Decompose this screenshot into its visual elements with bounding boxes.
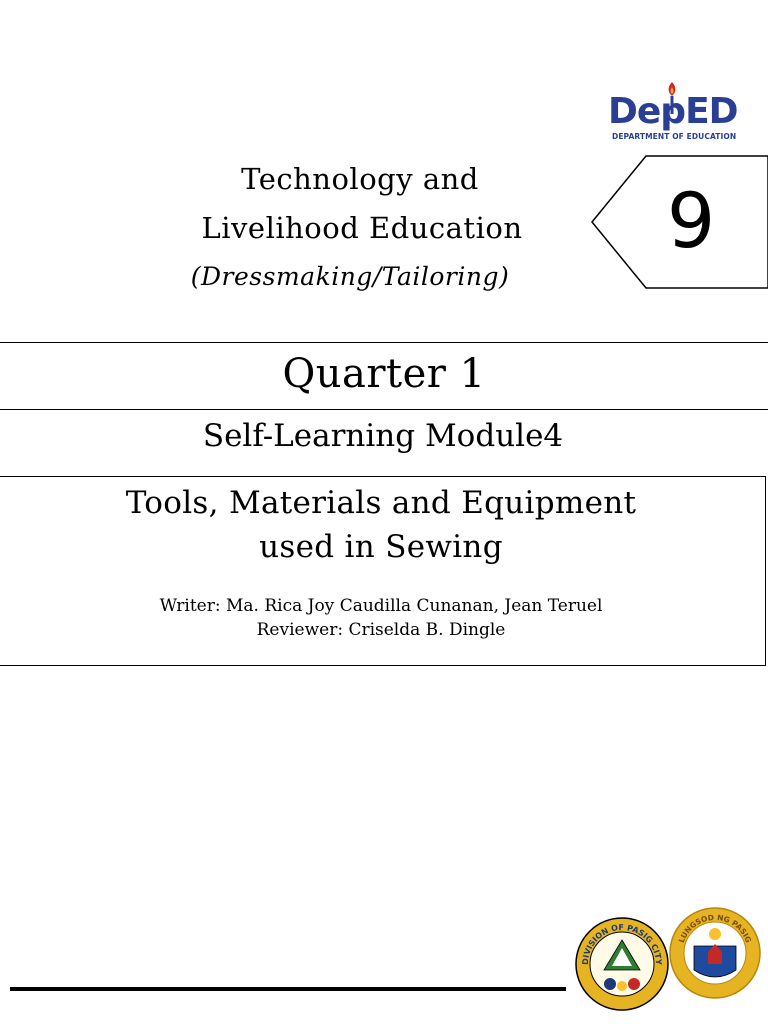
pasig-city-seal [668,906,762,1000]
division-of-pasig-seal [574,916,670,1012]
subject-title-line-1: Technology and [241,162,479,196]
module-title-line-1: Tools, Materials and Equipment [125,485,637,521]
reviewer-credit: Reviewer: Criselda B. Dingle [256,620,506,640]
module-title-line-2: used in Sewing [259,529,503,565]
deped-wordmark: DepED [608,91,738,132]
quarter-label: Quarter 1 [282,351,486,397]
deped-tagline: DEPARTMENT OF EDUCATION [612,132,737,141]
writer-credit: Writer: Ma. Rica Joy Caudilla Cunanan, Jean Teruel [159,596,603,616]
module-label: Self-Learning Module4 [202,418,564,454]
subject-title-line-2: Livelihood Education [201,211,523,245]
subject-specialization: (Dressmaking/Tailoring) [190,262,510,291]
grade-number: 9 [666,176,716,265]
division-seal-text: DIVISION OF PASIG CITY [580,922,664,966]
bottom-rule [10,987,566,991]
deped-logo [608,88,748,148]
city-seal-text: LUNGSOD NG PASIG [676,912,754,944]
